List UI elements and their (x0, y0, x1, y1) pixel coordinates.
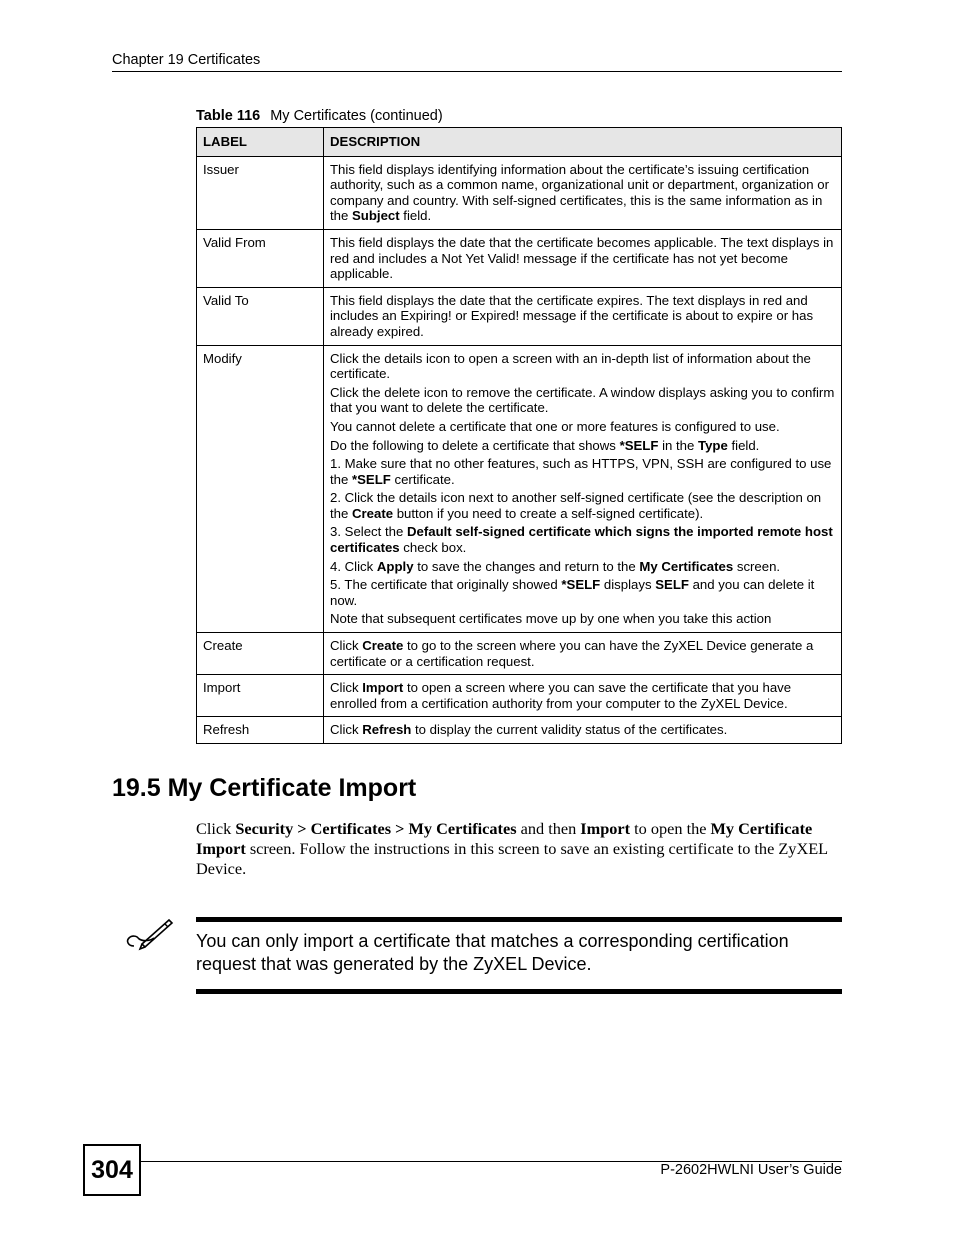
section-title: 19.5 My Certificate Import (112, 774, 417, 802)
text-run: Do the following to delete a certificate that shows (330, 437, 620, 453)
text-run: 2. Click the details icon next to another self-signed certificate (see the description on the (330, 490, 822, 521)
description-paragraph (330, 722, 835, 738)
text-run: to save the changes and return to the (413, 558, 640, 574)
description-paragraph (330, 456, 835, 487)
text-run: button if you need to create a self-signed certificate). (393, 505, 704, 521)
column-header-description: DESCRIPTION (324, 128, 842, 157)
text-run: This field displays the date that the certificate becomes applicable. The text displays in red and includes a Not Yet Valid! message if the certificate has not yet become applicable. (330, 234, 834, 282)
text-run: check box. (399, 540, 467, 556)
table-caption-number: Table 116 (196, 108, 261, 124)
bold-text: *SELF (352, 471, 391, 487)
column-header-label: LABEL (197, 128, 324, 157)
row-description (324, 633, 842, 675)
description-paragraph (330, 162, 835, 224)
text-run: to open the (630, 819, 711, 838)
row-label: Valid From (197, 229, 324, 287)
note-top-rule (196, 917, 842, 922)
text-run: You cannot delete a certificate that one or more features is configured to use. (330, 418, 780, 434)
note-pencil-icon-graphic (124, 916, 174, 952)
text-run: screen. (733, 558, 781, 574)
text-run: certificate. (390, 471, 455, 487)
bold-text: Default self-signed certificate which signs the imported remote host certificates (330, 524, 833, 556)
bold-text: *SELF (619, 437, 659, 453)
bold-text: Apply (376, 558, 414, 574)
note-pencil-icon (124, 916, 174, 952)
text-run: 3. Select the (330, 524, 407, 540)
table-row (197, 675, 842, 717)
text-run: 4. Click (330, 558, 377, 574)
text-run: Click (330, 722, 363, 738)
row-description (324, 675, 842, 717)
description-paragraph (330, 524, 835, 555)
row-label: Valid To (197, 287, 324, 345)
text-run: and then (516, 819, 581, 838)
header-divider (112, 71, 842, 72)
table-body (197, 156, 842, 743)
table-row (197, 717, 842, 744)
text-run: 5. The certificate that originally showed (330, 577, 562, 593)
description-paragraph (330, 419, 835, 435)
bold-text: Subject (352, 208, 400, 224)
bold-text: Import (580, 819, 631, 838)
bold-text: Create (352, 505, 394, 521)
bold-text: My Certificates (639, 558, 734, 574)
running-header: Chapter 19 Certificates (112, 52, 261, 68)
table-row (197, 345, 842, 633)
row-label: Refresh (197, 717, 324, 744)
text-run: field. (727, 437, 760, 453)
text-run: in the (658, 437, 698, 453)
row-label: Issuer (197, 156, 324, 229)
description-paragraph (330, 680, 835, 711)
text-run: Click (330, 680, 363, 696)
text-run: field. (399, 208, 432, 224)
bold-text: *SELF (561, 577, 601, 593)
table-header-row (197, 128, 842, 157)
text-run: This field displays the date that the certificate expires. The text displays in red and includes an Expiring! or Expired! message if the certificate is about to expire or has already expired. (330, 292, 814, 339)
description-paragraph (330, 351, 835, 382)
text-run: displays (600, 577, 656, 593)
description-paragraph (330, 438, 835, 454)
table-row (197, 287, 842, 345)
text-run: to open a screen where you can save the certificate that you have enrolled from a certification authority from your computer to the ZyXEL Device. (330, 680, 792, 711)
bold-text: My Certificate Import (196, 819, 813, 858)
row-description (324, 229, 842, 287)
description-paragraph (330, 559, 835, 575)
text-run: screen. Follow the instructions in this screen to save an existing certificate to the ZyXEL Device. (196, 839, 828, 878)
text-run: This field displays identifying information about the certificate’s issuing certification authority, such as a common name, organizational unit or department, organization or company and country. With self-signed certificates, this is the same information as in the (330, 161, 829, 224)
row-description (324, 287, 842, 345)
guide-title: P-2602HWLNI User’s Guide (660, 1162, 842, 1178)
table-caption-title: My Certificates (continued) (270, 108, 443, 124)
description-paragraph (330, 490, 835, 521)
table-row (197, 229, 842, 287)
row-description (324, 345, 842, 633)
bold-text: Type (698, 437, 728, 453)
bold-text: Refresh (362, 722, 412, 738)
description-paragraph (330, 385, 835, 416)
text-run: Note that subsequent certificates move up by one when you take this action (330, 611, 772, 627)
table-row (197, 156, 842, 229)
text-run: and you can delete it now. (330, 577, 815, 608)
page-number: 304 (83, 1144, 141, 1196)
row-label: Create (197, 633, 324, 675)
text-run: to display the current validity status of the certificates. (411, 722, 728, 738)
text-run: Click (196, 819, 236, 838)
description-paragraph (330, 577, 835, 608)
bold-text: SELF (655, 577, 689, 593)
note-text: You can only import a certificate that matches a corresponding certification request that was generated by the ZyXEL Device. (196, 931, 789, 974)
description-paragraph (330, 638, 835, 669)
bold-text: Security > Certificates > My Certificates (235, 819, 517, 838)
row-label: Import (197, 675, 324, 717)
row-label: Modify (197, 345, 324, 633)
table-row (197, 633, 842, 675)
description-paragraph (330, 293, 835, 340)
my-certificates-table (196, 127, 842, 744)
text-run: 1. Make sure that no other features, such as HTTPS, VPN, SSH are configured to use the (330, 456, 832, 487)
text-run: Click the details icon to open a screen with an in-depth list of information about the certificate. (330, 350, 811, 382)
text-run: Click (330, 638, 363, 654)
row-description (324, 156, 842, 229)
note-bottom-rule (196, 989, 842, 994)
text-run: Click the delete icon to remove the certificate. A window displays asking you to confirm that you want to delete the certificate. (330, 384, 835, 416)
description-paragraph (330, 235, 835, 282)
description-paragraph (330, 611, 835, 627)
table-caption (196, 108, 443, 124)
section-body-paragraph (196, 819, 842, 879)
row-description (324, 717, 842, 744)
text-run: to go to the screen where you can have the ZyXEL Device generate a certificate or a certification request. (330, 638, 814, 669)
bold-text: Import (362, 680, 404, 696)
bold-text: Create (362, 638, 404, 654)
